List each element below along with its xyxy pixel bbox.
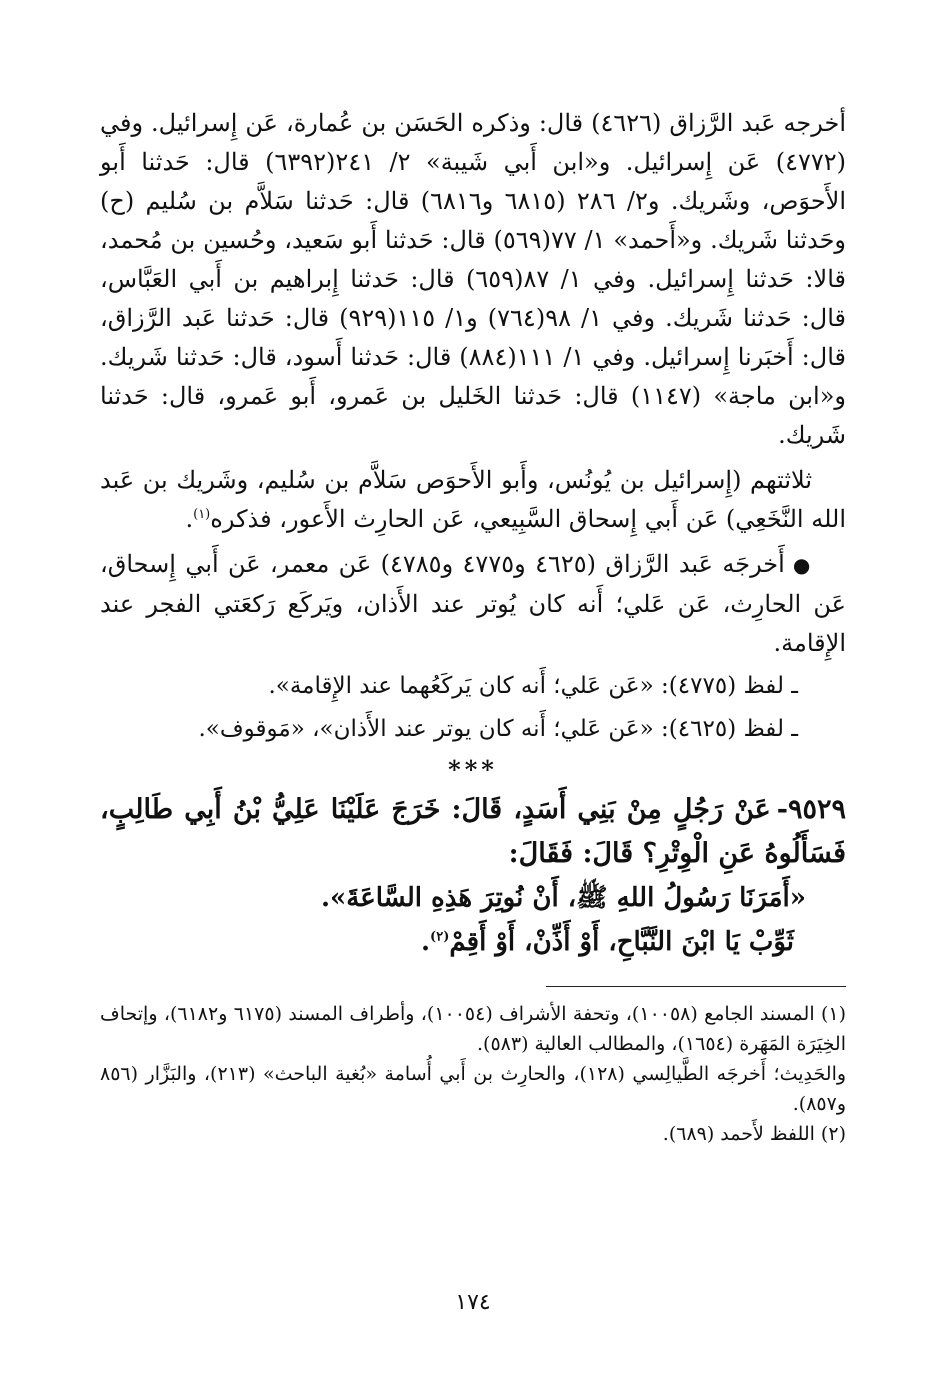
summary-paragraph (100, 461, 846, 539)
footnote-divider (546, 986, 846, 987)
wording-note-2: ـ لفظ (٤٦٢٥): «عَن عَلي؛ أَنه كان يوتر عند الأَذان»، «مَوقوف». (198, 716, 798, 742)
page-number: ١٧٤ (455, 1290, 491, 1315)
summary-end: . (185, 505, 194, 533)
hadith-number: ٩٥٢٩- (776, 794, 846, 825)
bullet-paragraph (100, 545, 846, 663)
footnote-ref-1[interactable]: (١) (193, 507, 211, 522)
hadith-body: عَنْ رَجُلٍ مِنْ بَنِي أَسَدٍ، قَالَ: خَرَجَ عَلَيْنَا عَلِيُّ بْنُ أَبِي طَالِبٍ، فَسَأَلُوهُ عَنِ الْوِتْرِ؟ قَالَ: فَقَالَ: (100, 794, 846, 869)
hadith-quote-line: «أَمَرَنَا رَسُولُ اللهِ ﷺ، أَنْ نُوتِرَ هَذِهِ السَّاعَةَ». (321, 883, 806, 913)
wording-note-1: ـ لفظ (٤٧٧٥): «عَن عَلي؛ أَنه كان يَركَعُهما عند الإِقامة». (268, 673, 798, 699)
bullet-text: أَخرجَه عَبد الرَّزاق (٤٦٢٥ و٤٧٧٥ و٤٧٨٥) عَن معمر، عَن أَبي إِسحاق، عَن الحارِث، عَن عَلي؛ أَنه كان يُوتر عند الأَذان، ويَركَع رَكعَتي الفجر عند الإِقامة. (100, 550, 846, 657)
hadith-final-line (100, 920, 846, 964)
bullet-icon: ● (792, 553, 813, 577)
footnote-1: (١) المسند الجامع (١٠٠٥٨)، وتحفة الأشراف (١٠٠٥٤)، وأطراف المسند (٦١٧٥ و٦١٨٢)، وإتحاف الخِيَرَة المَهَرة (١٦٥٤)، والمطالب العالية (٥٨٣). (100, 1003, 847, 1055)
summary-text: ثلاثتهم (إِسرائيل بن يُونُس، وأَبو الأَحوَص سَلاَّم بن سُليم، وشَريك بن عَبد الله النَّخَعِي) عَن أَبي إِسحاق السَّبِيعي، عَن الحارِث الأَعور، فذكره (100, 466, 846, 533)
hadith-text (100, 788, 846, 876)
section-separator: *** (448, 755, 498, 784)
takhrij-paragraph: أخرجه عَبد الرَّزاق (٤٦٢٦) قال: وذكره الحَسَن بن عُمارة، عَن إِسرائيل. وفي (٤٧٧٢) عَن إِسرائيل. و«ابن أَبي شَيبة» ٢/ ٢٤١(٦٣٩٢) قال: حَدثنا أَبو الأَحوَص، وشَريك. و٢/ ٢٨٦ (٦٨١٥ و٦٨١٦) قال: حَدثنا سَلاَّم بن سُليم (ح) وحَدثنا شَريك. و«أَحمد» ١/ ٧٧(٥٦٩) قال: حَدثنا أَبو سَعيد، وحُسين بن مُحمد، قالا: حَدثنا إِسرائيل. وفي ١/ ٨٧(٦٥٩) قال: حَدثنا إِبراهيم بن أَبي العَبَّاس، قال: حَدثنا شَريك. وفي ١/ ٩٨(٧٦٤) و١/ ١١٥(٩٢٩) قال: حَدثنا عَبد الرَّزاق، قال: أَخبَرنا إِسرائيل. وفي ١/ ١١١(٨٨٤) قال: حَدثنا أَسود، قال: حَدثنا شَريك. و«ابن ماجة» (١١٤٧) قال: حَدثنا الخَليل بن عَمرو، أَبو عَمرو، قال: حَدثنا شَريك. (100, 109, 847, 449)
footnote-2: (٢) اللفظ لأَحمد (٦٨٩). (662, 1123, 846, 1145)
hadith-final-end: . (420, 927, 431, 957)
footnote-1-continued: والحَدِيث؛ أَخرجَه الطَّيالِسي (١٢٨)، والحارِث بن أَبي أُسامة «بُغية الباحث» (٢١٣)، والبَزَّار (٨٥٦ و٨٥٧). (100, 1063, 847, 1115)
hadith-final-text: ثَوِّبْ يَا ابْنَ النَّبَّاحِ، أَوْ أَذِّنْ، أَوْ أَقِمْ (449, 927, 794, 957)
footnote-ref-2[interactable]: (٢) (430, 929, 450, 945)
